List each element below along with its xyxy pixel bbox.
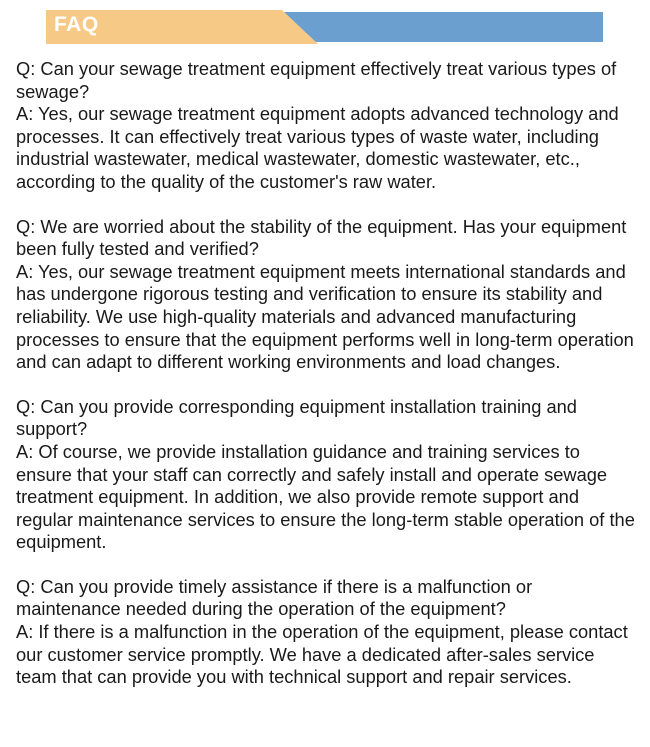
faq-question: Q: Can you provide corresponding equipment installation training and support? [16, 395, 577, 440]
faq-item [16, 58, 640, 194]
faq-answer: A: Of course, we provide installation guidance and training services to ensure that your staff can correctly and safely install and operate sewage treatment equipment. In addition, we also provide remote support and regular maintenance services to ensure the long-term stable operation of the equipment. [16, 440, 635, 553]
faq-question: Q: We are worried about the stability of the equipment. Has your equipment been fully tested and verified? [16, 215, 627, 260]
faq-answer: A: Yes, our sewage treatment equipment meets international standards and has undergone rigorous testing and verification to ensure its stability and reliability. We use high-quality materials and advanced manufacturing processes to ensure that the equipment performs well in long-term operation and can adapt to different working environments and load changes. [16, 260, 634, 373]
faq-list [16, 58, 640, 711]
faq-answer: A: Yes, our sewage treatment equipment adopts advanced technology and processes. It can effectively treat various types of waste water, including industrial wastewater, medical wastewater, domestic wastewater, etc., according to the quality of the customer's raw water. [16, 103, 619, 192]
faq-question: Q: Can your sewage treatment equipment effectively treat various types of sewage? [16, 58, 617, 102]
faq-question: Q: Can you provide timely assistance if there is a malfunction or maintenance needed during the operation of the equipment? [16, 575, 533, 620]
page-title: FAQ [54, 13, 99, 36]
faq-item [16, 396, 640, 554]
faq-banner [46, 10, 603, 44]
faq-item [16, 216, 640, 374]
faq-item [16, 576, 640, 689]
faq-answer: A: If there is a malfunction in the operation of the equipment, please contact our customer service promptly. We have a dedicated after-sales service team that can provide you with technical support and repair services. [16, 621, 628, 688]
